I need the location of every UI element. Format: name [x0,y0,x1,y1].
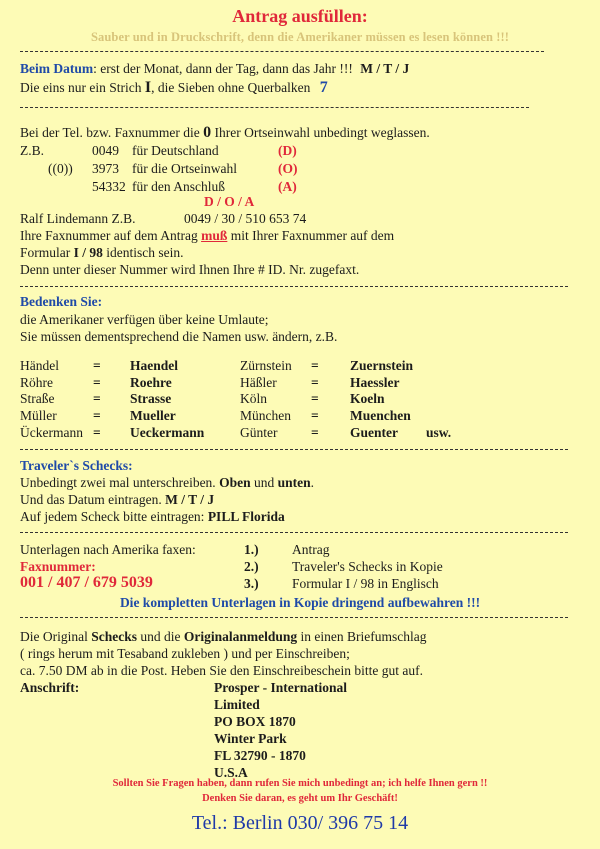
umlaut-from: Ückermann [20,425,83,440]
tel-zero: 0 [203,124,212,141]
tel-zb: Z.B. [20,143,45,158]
schecks-text: Und das Datum eintragen. [20,492,162,507]
tel-text: Bei der Tel. bzw. Faxnummer die [20,125,200,140]
divider [20,51,544,52]
umlaut-to: Haessler [350,375,400,390]
datum-line-2 [20,79,328,96]
schecks-date-code: M / T / J [165,492,215,507]
umlaut-to: Strasse [130,391,172,406]
divider [20,286,568,287]
datum-seven: 7 [319,79,328,96]
equals-sign: = [311,358,319,373]
schecks-unten: unten [277,475,311,490]
tel-line-3 [20,244,184,261]
faxen-line-1: Unterlagen nach Amerika faxen: [20,542,196,557]
umlaut-from: Zürnstein [240,358,292,373]
datum-code: M / T / J [360,61,410,76]
tel-muss: muß [201,228,228,243]
page-subtitle: Sauber und in Druckschrift, denn die Amerikaner müssen es lesen können !!! [90,30,510,44]
tel-text: Ihrer Ortseinwahl unbedingt weglassen. [214,125,430,140]
equals-sign: = [311,375,319,390]
address-line: Prosper - International [214,680,347,695]
tel-text: mit Ihrer Faxnummer auf dem [230,228,395,243]
fax-number: 001 / 407 / 679 5039 [20,574,153,591]
anschrift-label: Anschrift: [20,680,80,695]
tel-text: Ihre Faxnummer auf dem Antrag [20,228,198,243]
fax-item-number: 1.) [244,542,259,557]
post-line-2: ( rings herum mit Tesaband zukleben ) und per Einschreiben; [20,646,350,661]
divider [20,617,568,618]
tel-line-2 [20,227,394,244]
tel-row-tag: (O) [278,161,298,176]
tel-line-1 [20,124,430,141]
umlaut-from: Köln [240,391,267,406]
address-line: Limited [214,697,260,712]
equals-sign: = [93,408,101,423]
datum-heading: Beim Datum [20,61,94,76]
divider [20,449,568,450]
datum-sieben-text: , die Sieben ohne Querbalken [151,80,311,95]
tel-doa: D / O / A [204,194,255,209]
post-originalanmeldung: Originalanmeldung [183,629,298,644]
footer-reminder: Denken Sie daran, es geht um Ihr Geschäft! [202,793,398,804]
umlaut-from: Günter [240,425,278,440]
umlaut-to: Koeln [350,391,385,406]
umlaute-usw: usw. [426,425,452,440]
address-line: PO BOX 1870 [214,714,296,729]
tel-row-num: 0049 [92,143,119,158]
datum-one: I [144,79,152,96]
tel-row-text: für den Anschluß [132,179,225,194]
umlaut-to: Roehre [130,375,172,390]
equals-sign: = [93,425,101,440]
umlaut-from: München [240,408,291,423]
umlaut-to: Ueckermann [130,425,205,440]
umlaut-to: Muenchen [350,408,411,423]
address-line: U.S.A [214,765,248,780]
tel-text: Formular [20,245,71,260]
schecks-line-2 [20,491,214,508]
schecks-pill: PILL Florida [207,509,285,524]
address-line: Winter Park [214,731,287,746]
post-schecks: Schecks [91,629,137,644]
umlaute-line-2: Sie müssen dementsprechend die Namen usw. ändern, z.B. [20,329,338,344]
post-text: in einen Briefumschlag [300,629,427,644]
page-title: Antrag ausfüllen: [232,6,368,26]
umlaut-to: Mueller [130,408,176,423]
schecks-oben: Oben [219,475,251,490]
fax-item-text: Traveler's Schecks in Kopie [292,559,443,574]
tel-example-name: Ralf Lindemann Z.B. [20,211,136,226]
tel-text: identisch sein. [106,245,184,260]
equals-sign: = [311,425,319,440]
tel-example-number: 0049 / 30 / 510 653 74 [184,211,307,226]
fax-item-number: 3.) [244,576,259,591]
schecks-heading: Traveler`s Schecks: [20,458,133,473]
tel-row-num: 54332 [92,179,126,194]
equals-sign: = [93,391,101,406]
equals-sign: = [311,391,319,406]
umlaut-from: Müller [20,408,57,423]
post-line-1 [20,628,427,645]
umlaut-from: Händel [20,358,59,373]
umlaut-to: Zuernstein [350,358,414,373]
divider [20,107,529,108]
datum-line-1 [20,60,409,77]
equals-sign: = [93,358,101,373]
divider [20,532,568,533]
schecks-text: . [310,475,314,490]
umlaut-to: Guenter [350,425,398,440]
fax-label: Faxnummer: [20,559,96,574]
fax-item-text: Formular I / 98 in Englisch [292,576,439,591]
post-line-3: ca. 7.50 DM ab in die Post. Heben Sie den Einschreibeschein bitte gut auf. [20,663,424,678]
umlaut-from: Straße [20,391,55,406]
umlaute-heading: Bedenken Sie: [20,294,103,309]
umlaut-from: Häßler [240,375,277,390]
tel-prefix: ((0)) [48,161,73,176]
tel-row-num: 3973 [92,161,119,176]
equals-sign: = [311,408,319,423]
tel-row-text: für Deutschland [132,143,219,158]
footer-questions: Sollten Sie Fragen haben, dann rufen Sie mich unbedingt an; ich helfe Ihnen gern !! [112,778,488,789]
umlaut-from: Röhre [20,375,53,390]
post-text: und die [140,629,181,644]
schecks-text: und [253,475,275,490]
post-text: Die Original [20,629,88,644]
datum-strich-text: Die eins nur ein Strich [20,80,142,95]
fax-item-number: 2.) [244,559,259,574]
tel-row-tag: (D) [278,143,297,158]
address-line: FL 32790 - 1870 [214,748,306,763]
schecks-line-1 [20,474,314,491]
schecks-text: Unbedingt zwei mal unterschreiben. [20,475,216,490]
tel-line-4: Denn unter dieser Nummer wird Ihnen Ihre # ID. Nr. zugefaxt. [20,262,360,277]
fax-item-text: Antrag [292,542,330,557]
schecks-line-3 [20,508,285,525]
datum-text: : erst der Monat, dann der Tag, dann das Jahr !!! [93,61,353,76]
umlaut-to: Haendel [130,358,179,373]
equals-sign: = [93,375,101,390]
tel-row-tag: (A) [278,179,297,194]
tel-formular: I / 98 [73,245,103,260]
schecks-text: Auf jedem Scheck bitte eintragen: [20,509,205,524]
tel-row-text: für die Ortseinwahl [132,161,237,176]
umlaute-line-1: die Amerikaner verfügen über keine Umlaute; [20,312,269,327]
footer-telephone: Tel.: Berlin 030/ 396 75 14 [191,812,409,834]
fax-note: Die kompletten Unterlagen in Kopie dringend aufbewahren !!! [119,595,481,610]
